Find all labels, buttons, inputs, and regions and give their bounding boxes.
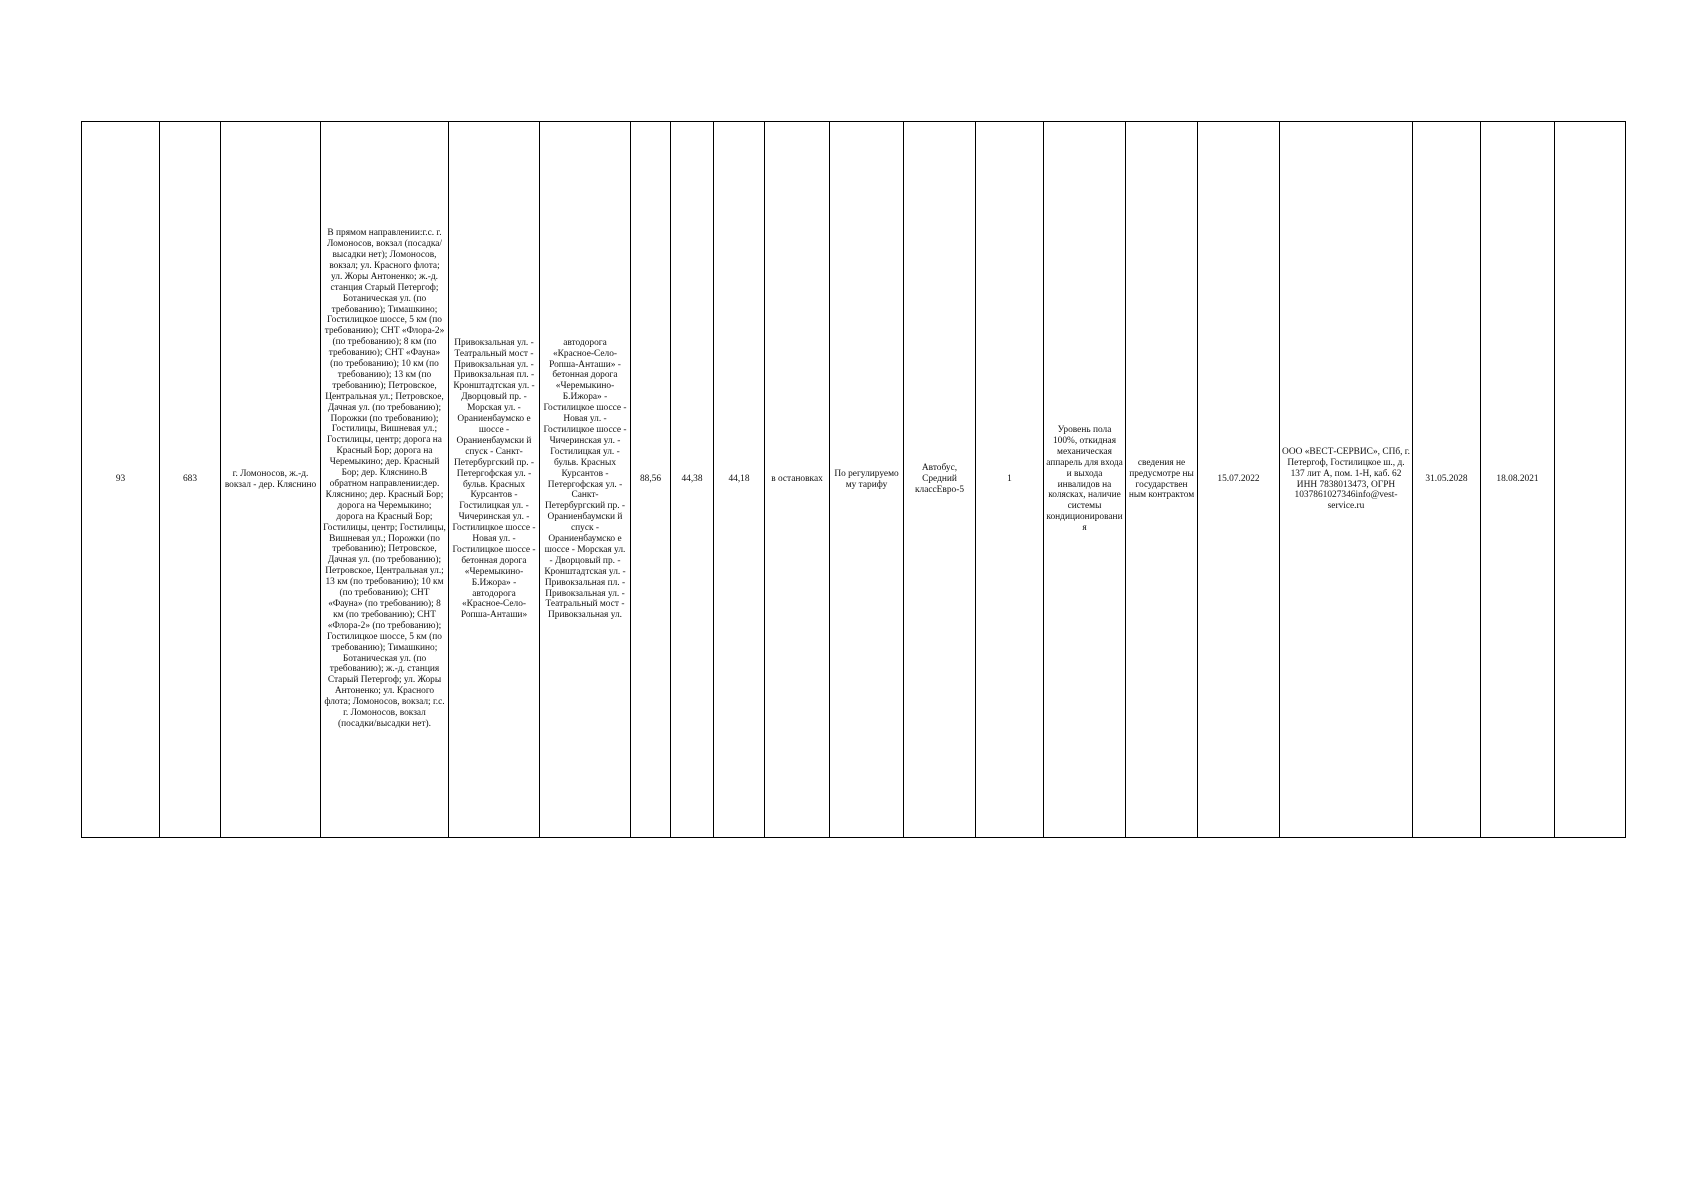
streets-backward-cell: автодорога «Красное-Село-Ропша-Анташи» - бетонная дорога «Черемыкино-Б.Ижора» - Гостилицкое шоссе - Новая ул. - Гостилицкое шоссе - Чичеринская ул. - Гостилицкая ул. - бульв. Красных Курсантов - Петергофская ул. - Санкт-Петербургский пр. - Ораниенбаумски й спуск - Ораниенбаумско е шоссе - Морская ул. - Дворцовый пр. - Кронштадтская ул. - Привокзальная пл. - Привокзальная ул. - Театральный мост - Привокзальная ул. — [540, 122, 631, 838]
stops-text: В прямом направлении:г.с. г. Ломоносов, вокзал (посадка/высадки нет); Ломоносов, вокзал; ул. Красного флота; ул. Жоры Антоненко; ж.-д. станция Старый Петергоф; Ботаническая ул. (по требованию); Тимашкино; Гостилицкое шоссе, 5 км (по требованию); СНТ «Флора-2» (по требованию); 8 км (по требованию); СНТ «Фауна» (по требованию); 10 км (по требованию); 13 км (по требованию); Петровское, Центральная ул.; Петровское, Дачная ул. (по требованию); Порожки (по требованию); Гостилицы, Вишневая ул.; Гостилицы, центр; дорога на Красный Бор; дорога на Черемыкино; дер. Красный Бор; дер. Кляснино.В обратном направлении:дер. Кляснино; дер. Красный Бор; дорога на Черемыкино; дорога на Красный Бор; Гостилицы, центр; Гостилицы, Вишневая ул.; Порожки (по требованию); Петровское, Дачная ул. (по требованию); Петровское, Центральная ул.; 13 км (по требованию); 10 км (по требованию); СНТ «Фауна» (по требованию); 8 км (по требованию); СНТ «Флора-2» (по требованию); Гостилицкое шоссе, 5 км (по требованию); Тимашкино; Ботаническая ул. (по требованию); ж.-д. станция Старый Петергоф; ул. Жоры Антоненко; ул. Красного флота; Ломоносов, вокзал; г.с. г. Ломоносов, вокзал (посадки/высадки нет). — [323, 228, 446, 729]
carrier-cell: ООО «ВЕСТ-СЕРВИС», СПб, г. Петергоф, Гостилицкое ш., д. 137 лит А, пом. 1-Н, каб. 62 ИНН 7838013473, ОГРН 1037861027346info@vest-service.ru — [1280, 122, 1413, 838]
extra-cell — [1555, 122, 1626, 838]
contract-cell: сведения не предусмотре ны государствен ным контрактом — [1126, 122, 1198, 838]
route-number-cell: 683 — [160, 122, 221, 838]
start-date-cell: 15.07.2022 — [1198, 122, 1280, 838]
vehicle-count-cell: 1 — [976, 122, 1044, 838]
stops-cell — [321, 122, 449, 838]
boarding-cell: в остановках — [765, 122, 830, 838]
length-backward-cell: 44,18 — [714, 122, 765, 838]
length-forward-cell: 44,38 — [671, 122, 714, 838]
vehicle-cell: Автобус, Средний классЕвро-5 — [904, 122, 976, 838]
vehicle-characteristics-cell: Уровень пола 100%, откидная механическая аппарель для входа и выхода инвалидов на колясках, наличие системы кондиционирования — [1044, 122, 1126, 838]
length-total-cell: 88,56 — [631, 122, 671, 838]
end-date-cell: 31.05.2028 — [1413, 122, 1481, 838]
tariff-cell: По регулируемо му тарифу — [830, 122, 904, 838]
route-name-cell: г. Ломоносов, ж.-д. вокзал - дер. Кляснино — [221, 122, 321, 838]
row-number-cell: 93 — [82, 122, 160, 838]
route-registry-table — [81, 121, 1626, 838]
streets-forward-cell: Привокзальная ул. - Театральный мост - Привокзальная ул. - Привокзальная пл. - Кронштадтская ул. - Дворцовый пр. - Морская ул. - Ораниенбаумско е шоссе - Ораниенбаумски й спуск - Санкт-Петербургский пр. - Петергофская ул. - бульв. Красных Курсантов - Гостилицкая ул. - Чичеринская ул. - Гостилицкое шоссе - Новая ул. - Гостилицкое шоссе - бетонная дорога «Черемыкино-Б.Ижора» - автодорога «Красное-Село-Ропша-Анташи» — [449, 122, 540, 838]
registration-date-cell: 18.08.2021 — [1481, 122, 1555, 838]
table-row — [82, 122, 1626, 838]
